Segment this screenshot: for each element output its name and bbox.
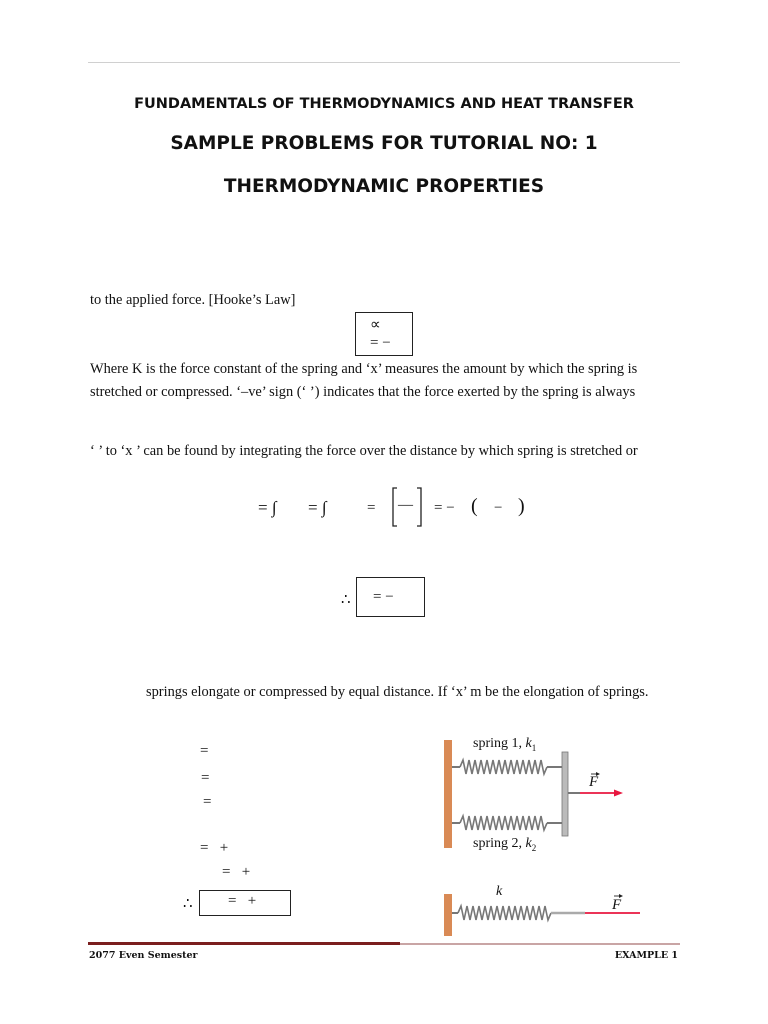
hookes-equation: = − <box>370 335 391 351</box>
spring-1-label: spring 1, $k_1$ <box>473 736 537 753</box>
course-title: FUNDAMENTALS OF THERMODYNAMICS AND HEAT TRANSFER <box>134 96 634 112</box>
bracket-fraction-bar: — <box>398 497 413 513</box>
single-spring-figure <box>440 890 640 940</box>
text-line-hookes-law: to the applied force. [Hooke’s Law] <box>90 292 296 308</box>
top-rule <box>88 62 680 63</box>
paren-open: ( <box>471 495 478 517</box>
spring-coil <box>458 906 551 920</box>
connecting-bar <box>562 752 568 836</box>
text-paragraph-line: Where K is the force constant of the spring and ‘x’ measures the amount by which the spring is <box>90 361 638 377</box>
equation-line: = + <box>200 840 229 856</box>
paren-close: ) <box>518 495 525 517</box>
text-paragraph-line: ‘ ’ to ‘x ’ can be found by integrating the force over the distance by which spring is stretched or <box>90 443 638 459</box>
text-paragraph-line: springs elongate or compressed by equal distance. If ‘x’ m be the elongation of springs. <box>146 684 649 700</box>
equivalent-stiffness-box <box>199 890 291 916</box>
force-label: F <box>589 774 599 790</box>
equation-line: = <box>201 770 210 786</box>
integral-result: = − <box>434 500 455 516</box>
single-k-label: k <box>496 884 503 899</box>
subtitle: SAMPLE PROBLEMS FOR TUTORIAL NO: 1 <box>170 133 598 154</box>
equation-line: = <box>203 794 212 810</box>
integral-term-3: = <box>367 500 376 516</box>
integral-term-1: = ∫ <box>258 498 277 517</box>
proportional-symbol: ∝ <box>370 317 381 333</box>
parallel-springs-figure <box>440 734 640 854</box>
work-result-box <box>356 577 425 617</box>
spring-coil-2 <box>460 816 547 830</box>
topic-title: THERMODYNAMIC PROPERTIES <box>223 176 545 197</box>
equation-line: = <box>200 743 209 759</box>
therefore-symbol: ∴ <box>183 896 193 912</box>
spring-2-label: spring 2, $k_2$ <box>473 836 537 853</box>
integral-term-2: = ∫ <box>308 498 327 517</box>
equivalent-stiffness-equation: = + <box>228 893 257 909</box>
footer-semester: 2077 Even Semester <box>89 950 198 961</box>
work-result-equation: = − <box>373 589 394 605</box>
wall <box>444 740 452 848</box>
footer-rule-accent <box>88 942 400 945</box>
paren-minus: − <box>494 500 503 516</box>
spring-coil-1 <box>460 760 547 774</box>
therefore-symbol: ∴ <box>341 592 351 608</box>
equation-line: = + <box>222 864 251 880</box>
single-force-label: F <box>612 897 622 913</box>
text-paragraph-line: stretched or compressed. ‘–ve’ sign (‘ ’) indicates that the force exerted by the spring is always <box>90 384 636 400</box>
hookes-law-box <box>355 312 413 356</box>
wall <box>444 894 452 936</box>
footer-example-label: EXAMPLE 1 <box>614 950 678 961</box>
